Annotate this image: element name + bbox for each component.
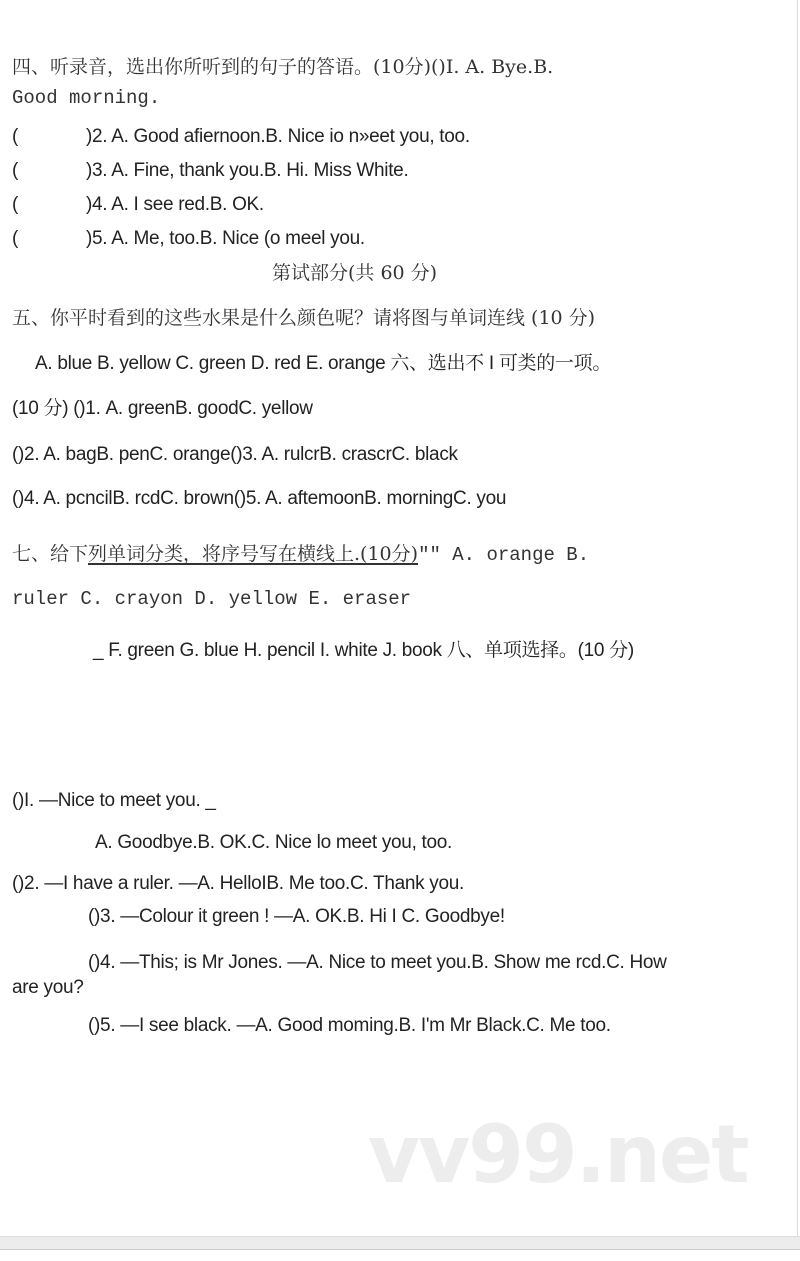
section5-options: A. blue B. yellow C. green D. red E. orange 六、选出不 I 可类的一项。 (35, 353, 612, 374)
section5-heading: 五、你平时看到的这些水果是什么颜色呢？请将图与单词连线 (10 分) (12, 307, 596, 329)
section6-line: ()4. A. pcncilB. rcdC. brown()5. A. aftemoonB. morningC. you (12, 488, 507, 509)
question-text: )3. A. Fine, thank you.B. Hi. Miss White. (86, 160, 409, 181)
section7-words: ruler C. crayon D. yellow E. eraser (12, 588, 412, 610)
question-text: )2. A. Good afiernoon.B. Nice io n»eet you, too. (86, 126, 470, 147)
question-row (12, 159, 408, 183)
answer-blank[interactable]: ( (12, 228, 19, 249)
section4-heading-cont: Good morning. (12, 87, 161, 109)
question-row (12, 227, 365, 251)
section7-underlined: 列单词分类，将序号写在横线上.(10分) (88, 543, 419, 565)
watermark-logo: vv99.net (368, 1108, 748, 1201)
bottom-divider-bar (0, 1236, 800, 1250)
section7-words-cont: _ F. green G. blue H. pencil I. white J. book 八、单项选择。(10 分) (93, 640, 634, 661)
section8-options: A. Goodbye.B. OK.C. Nice lo meet you, too. (95, 832, 453, 853)
answer-blank[interactable]: ( (12, 160, 19, 181)
page-right-border (797, 0, 798, 1236)
answer-blank[interactable]: ( (12, 194, 19, 215)
question-text: )5. A. Me, too.B. Nice (o meel you. (86, 228, 365, 249)
question-row (12, 125, 470, 149)
section6-line: ()2. A. bagB. penC. orange()3. A. rulcrB. crascrC. black (12, 444, 458, 465)
section7-suffix: "" A. orange B. (418, 544, 590, 566)
section8-question: ()I. —Nice to meet you. _ (12, 790, 216, 811)
question-text: )4. A. I see red.B. OK. (86, 194, 264, 215)
section8-question-cont: are you? (12, 977, 84, 998)
section8-question: ()5. —I see black. —A. Good moming.B. I'm Mr Black.C. Me too. (88, 1015, 611, 1036)
section7-heading (12, 542, 589, 567)
section8-question: ()4. —This; is Mr Jones. —A. Nice to meet you.B. Show me rcd.C. How (88, 952, 667, 973)
section6-line: (10 分) ()1. A. greenB. goodC. yellow (12, 398, 313, 419)
section8-question: ()3. —Colour it green ! —A. OK.B. Hi I C. Goodbye! (88, 906, 505, 927)
section7-prefix: 七、给下 (12, 543, 89, 565)
answer-blank[interactable]: ( (12, 126, 19, 147)
section8-question: ()2. —I have a ruler. —A. HelloIB. Me too.C. Thank you. (12, 873, 465, 894)
part-title: 第试部分(共 60 分) (272, 262, 438, 284)
question-row (12, 193, 264, 217)
section4-heading: 四、听录音，选出你所听到的句子的答语。(10分)()I. A. Bye.B. (12, 56, 554, 78)
